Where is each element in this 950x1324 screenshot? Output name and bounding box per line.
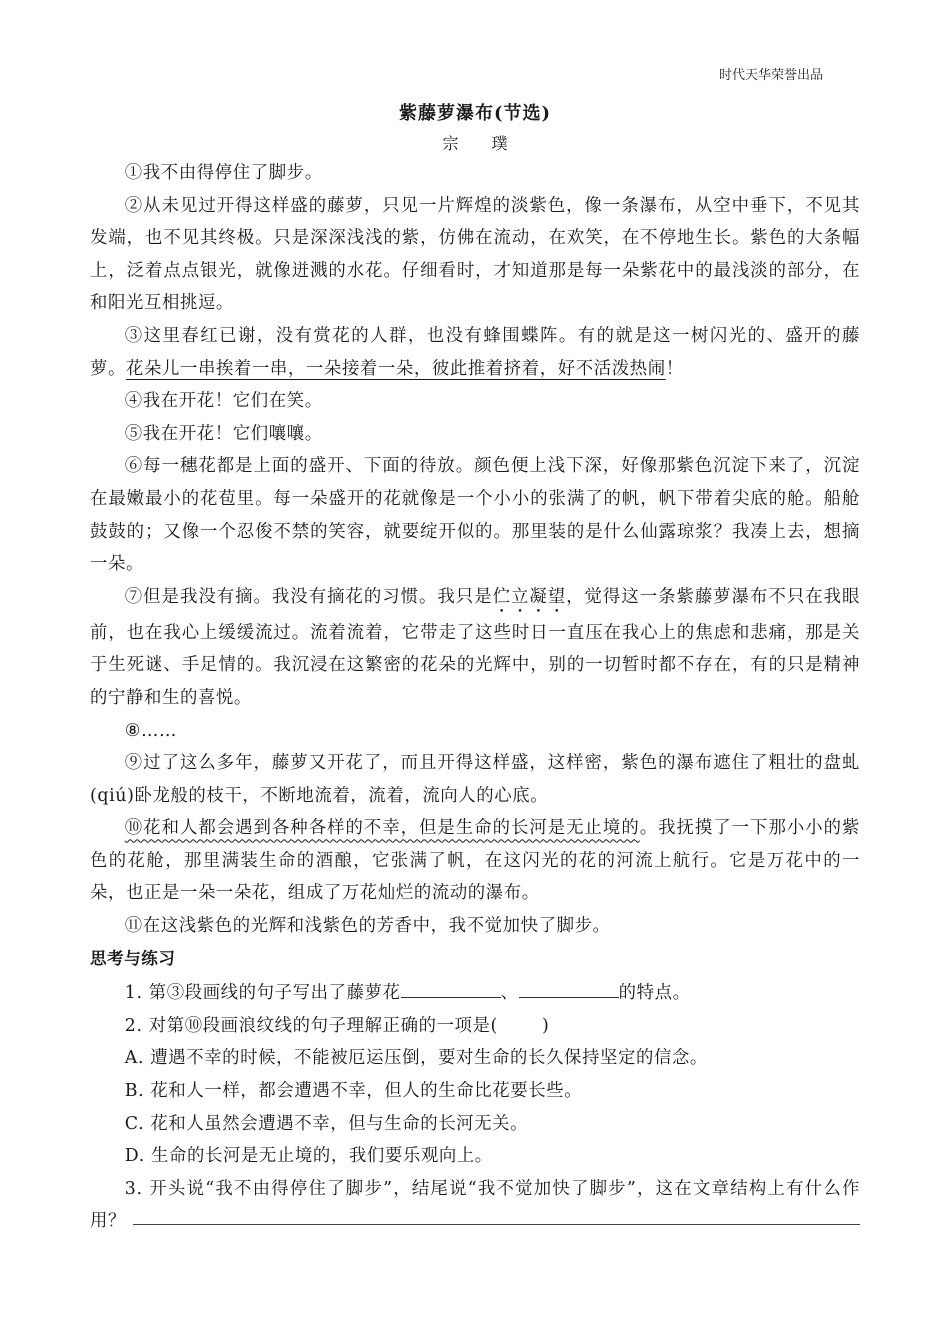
exercise-section — [90, 943, 860, 1238]
paragraph-7 — [90, 581, 860, 715]
paragraph-10-text: 。我抚摸了一下那小小的紫色的花舱，那里满装生命的酒酿，它张满了帆，在这闪光的花的河流上航行。它是万花中的一朵，也正是一朵一朵花，组成了万花灿烂的流动的瀑布。 — [90, 818, 860, 904]
underlined-sentence: 花朵儿一串挨着一串，一朵接着一朵，彼此推着挤着，好不活泼热闹 — [125, 358, 666, 379]
paragraph-3-end: ！ — [665, 358, 684, 379]
paragraph-7-text-b: ，觉得这一条紫藤萝瀑布不只在我眼前，也在我心上缓缓流过。流着流着，它带走了这些时日一直压在我心上的焦虑和悲痛，那是关于生死谜、手足情的。我沉浸在这繁密的花朵的光辉中，别的一切暂时都不存在，有的只是精神的宁静和生的喜悦。 — [90, 586, 860, 708]
option-d: D. 生命的长河是无止境的，我们要乐观向上。 — [124, 1146, 493, 1167]
paragraph-10 — [90, 812, 860, 910]
paragraph-3 — [90, 320, 860, 385]
question-1-sep: 、 — [500, 983, 519, 1004]
question-1 — [90, 975, 860, 1010]
answer-blank-1[interactable] — [401, 975, 501, 998]
question-1-text-a: 1. 第③段画线的句子写出了藤萝花 — [124, 983, 401, 1004]
question-1-text-b: 的特点。 — [618, 983, 691, 1004]
option-a: A. 遭遇不幸的时候，不能被厄运压倒，要对生命的长久保持坚定的信念。 — [124, 1048, 708, 1069]
paragraph-1: ①我不由得停住了脚步。 — [124, 163, 323, 183]
wavy-underlined-sentence: ⑩花和人都会遇到各种各样的不幸，但是生命的长河是无止境的 — [124, 818, 640, 839]
paragraph-9: ⑨过了这么多年，藤萝又开花了，而且开得这样盛，这样密，紫色的瀑布遮住了粗壮的盘虬(qiú)卧龙般的枝干，不断地流着，流着，流向人的心底。 — [90, 753, 860, 806]
paragraph-7-text-a: ⑦但是我没有摘。我没有摘花的习惯。我只是 — [124, 586, 493, 607]
paragraph-2: ②从未见过开得这样盛的藤萝，只见一片辉煌的淡紫色，像一条瀑布，从空中垂下，不见其发端，也不见其终极。只是深深浅浅的紫，仿佛在流动，在欢笑，在不停地生长。紫色的大条幅上，泛着点点银光，就像迸溅的水花。仔细看时，才知道那是每一朵紫花中的最浅淡的部分，在和阳光互相挑逗。 — [90, 195, 860, 314]
option-b: B. 花和人一样，都会遭遇不幸，但人的生命比花要长些。 — [124, 1081, 583, 1102]
paragraph-11: ⑪在这浅紫色的光辉和浅紫色的芳香中，我不觉加快了脚步。 — [124, 916, 611, 937]
dotted-words: 伫立凝望 — [492, 586, 567, 607]
question-2 — [90, 1010, 860, 1043]
paragraph-8: ⑧…… — [124, 720, 177, 741]
question-3: 3. 开头说“我不由得停住了脚步”，结尾说“我不觉加快了脚步”，这在文章结构上有什么作用？ — [90, 1178, 860, 1232]
question-2-text: 2. 对第⑩段画浪纹线的句子理解正确的一项是( — [124, 1015, 498, 1036]
option-c: C. 花和人虽然会遭遇不幸，但与生命的长河无关。 — [124, 1113, 529, 1134]
article-body — [90, 157, 860, 1238]
paragraph-4: ④我在开花！它们在笑。 — [124, 391, 323, 412]
question-2-close: ) — [541, 1015, 550, 1036]
answer-blank-2[interactable] — [519, 975, 619, 998]
paragraph-5: ⑤我在开花！它们嚷嚷。 — [124, 423, 323, 444]
paragraph-3-text: ③这里春红已谢，没有赏花的人群，也没有蜂围蝶阵。有的就是这一树闪光的、盛开的藤萝。 — [90, 325, 860, 379]
paragraph-6: ⑥每一穗花都是上面的盛开、下面的待放。颜色便上浅下深，好像那紫色沉淀下来了，沉淀在最嫩最小的花苞里。每一朵盛开的花就像是一个小小的张满了的帆，帆下带着尖底的舱。船舱鼓鼓的；又像一个忍俊不禁的笑容，就要绽开似的。那里装的是什么仙露琼浆？我凑上去，想摘一朵。 — [90, 456, 860, 575]
article-title: 紫藤萝瀑布(节选) — [398, 103, 552, 124]
publisher-mark: 时代天华荣誉出品 — [718, 68, 823, 83]
answer-line[interactable] — [133, 1224, 860, 1225]
article-author: 宗 璞 — [442, 134, 522, 153]
exercise-heading: 思考与练习 — [90, 948, 176, 968]
